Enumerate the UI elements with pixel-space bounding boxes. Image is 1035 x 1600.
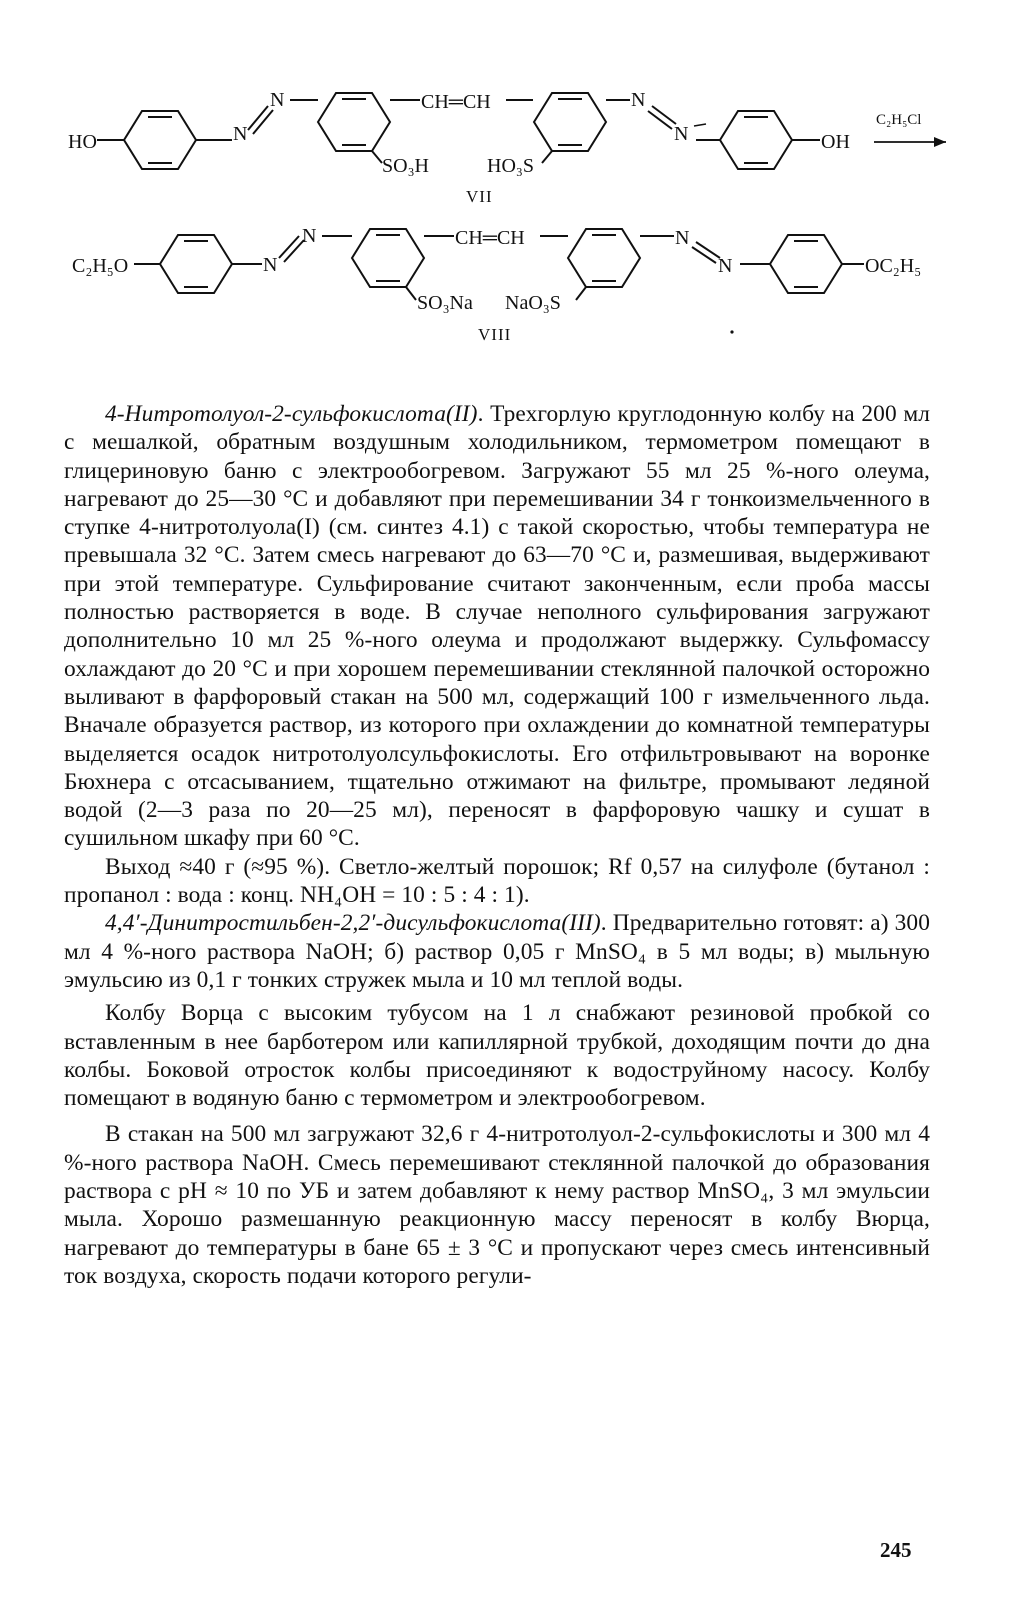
azo-n4: N (718, 255, 733, 277)
benzene-ring (318, 93, 390, 151)
benzene-ring (770, 235, 842, 293)
azo-n3: N (631, 89, 646, 111)
ethoxy-group-right: OC₂H₅ (865, 255, 922, 277)
benzene-ring (534, 93, 606, 151)
reagent-label: C₂H₅Cl (876, 112, 922, 128)
sulfo-group-left: SO₃H (382, 155, 429, 177)
paragraph-dinitrostilbene-disulfonic-acid (64, 909, 930, 994)
paragraph-text: . Предварительно готовят: а) 300 мл 4 %-ного раствора NaOH; б) раствор 0,05 г MnSO₄ в 5 мл воды; в) мыльную эмульсию из 0,1 г тонких стружек мыла и 10 мл теплой воды. (64, 910, 930, 993)
compound-label-vii: VII (466, 187, 493, 206)
reaction-arrow (934, 137, 946, 147)
compound-ref: (III) (561, 910, 601, 937)
paragraph-yield (64, 853, 930, 910)
sulfonate-group-left: SO₃Na (417, 292, 473, 314)
hydroxy-group-right: OH (821, 131, 850, 153)
benzene-ring (124, 111, 196, 169)
compound-title: 4-Нитротолуол-2-сульфокислота (105, 401, 447, 427)
structure-vii (68, 89, 946, 206)
paragraph-text: В стакан на 500 мл загружают 32,6 г 4-нитротолуол-2-сульфокислоты и 300 мл 4 %-ного раствора NaOH. Смесь перемешивают стеклянной палочкой до образования раствора с pH ≈ 10 по УБ и затем добавляют к нему раствор MnSO₄, 3 мл эмульсии мыла. Хорошо размешанную реакционную массу переносят в колбу Вюрца, нагревают до температуры в бане 65 ± 3 °С и пропускают через смесь интенсивный ток воздуха, скорость подачи которого регули- (64, 1121, 930, 1289)
azo-n4: N (674, 123, 689, 145)
benzene-ring (160, 235, 232, 293)
vinylene-group: CH═CH (455, 227, 525, 249)
hydroxy-group-left: HO (68, 131, 97, 153)
benzene-ring (568, 229, 640, 287)
azo-n1: N (263, 254, 278, 276)
paragraph-text: . Трехгорлую круглодонную колбу на 200 мл с мешалкой, обратным воздушным холодильником, термометром помещают в глицериновую баню с электрообогревом. Загружают 55 мл 25 %-ного олеума, нагревают до 25—30 °С и добавляют при перемешивании 34 г тонкоизмельченного в ступке 4-нитротолуола(I) (см. синтез 4.1) с такой скоростью, чтобы температура не превышала 32 °С. Затем смесь нагревают до 63—70 °С и, размешивая, выдерживают при этой температуре. Сульфирование считают законченным, если проба массы полностью растворяется в воде. В случае неполного сульфирования загружают дополнительно 10 мл 25 %-ного олеума и продолжают выдержку. Сульфомассу охлаждают до 20 °С и при хорошем перемешивании стеклянной палочкой осторожно выливают в фарфоровый стакан на 500 мл, содержащий 100 г измельченного льда. Вначале образуется раствор, из которого при охлаждении до комнатной температуры выделяется осадок нитротолуолсульфокислоты. Его отфильтровывают на воронке Бюхнера с отсасыванием, тщательно отжимают на фильтре, промывают ледяной водой (2—3 раза по 20—25 мл), переносят в фарфоровую чашку и сушат в сушильном шкафу при 60 °С. (64, 401, 930, 852)
compound-title: 4,4′-Динитростильбен-2,2′-дисульфокислота (105, 910, 562, 937)
page-number: 245 (880, 1538, 912, 1562)
benzene-ring (352, 229, 424, 287)
body-text (64, 400, 930, 1290)
sulfo-group-right: HO₃S (487, 155, 534, 177)
ethoxy-group-left: C₂H₅O (72, 255, 129, 277)
reaction-scheme (0, 0, 1035, 380)
azo-n3: N (675, 227, 690, 249)
azo-n2: N (302, 225, 317, 247)
azo-n2: N (270, 89, 285, 111)
structure-viii (72, 225, 921, 344)
benzene-ring (720, 111, 792, 169)
paragraph-procedure (64, 1120, 930, 1290)
paragraph-wurtz-flask (64, 999, 930, 1112)
compound-label-viii: VIII (478, 325, 512, 344)
vinylene-group: CH═CH (421, 91, 491, 113)
paragraph-text: Выход ≈40 г (≈95 %). Светло-желтый порошок; Rf 0,57 на силуфоле (бутанол : пропанол : вода : конц. NH₄OH = 10 : 5 : 4 : 1). (64, 853, 930, 909)
compound-ref: (II) (446, 401, 478, 427)
azo-n1: N (233, 123, 248, 145)
paragraph-text: Колбу Ворца с высоким тубусом на 1 л снабжают резиновой пробкой со вставленным в нее барботером или капиллярной трубкой, доходящим почти до дна колбы. Боковой отросток колбы присоединяют к водоструйному насосу. Колбу помещают в водяную баню с термометром и электрообогревом. (64, 1000, 930, 1112)
sulfonate-group-right: NaO₃S (505, 292, 561, 314)
paragraph-nitrotoluenesulfonic-acid (64, 400, 930, 853)
